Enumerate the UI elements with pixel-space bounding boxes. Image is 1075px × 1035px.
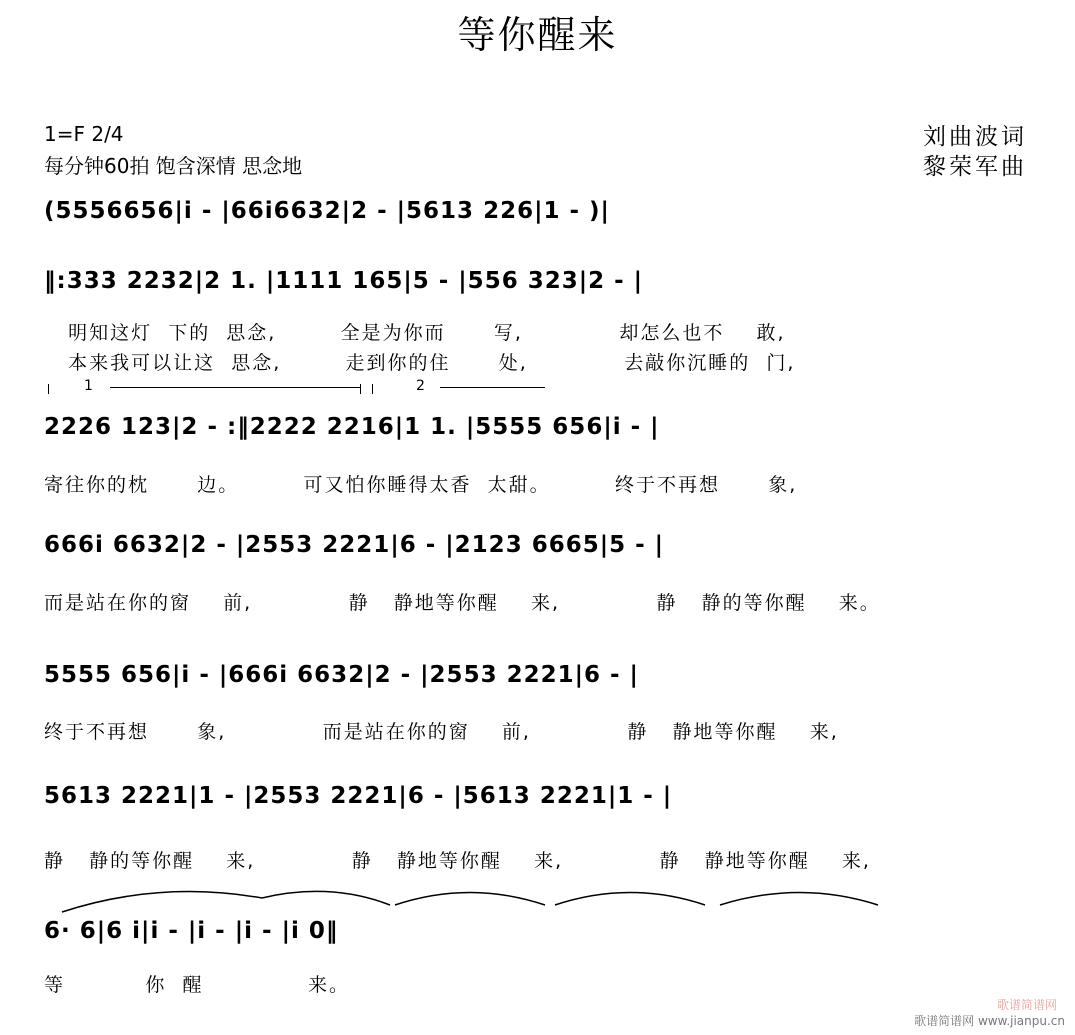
tie-arc-3 (395, 893, 545, 906)
tie-arc-2 (262, 891, 390, 905)
staff-line-7: 6· 6|6 i|i - |i - |i - |i 0‖ (44, 918, 339, 944)
watermark-logo: 歌谱简谱网 (996, 998, 1057, 1012)
tie-arc-5 (720, 893, 878, 906)
staff-line-4: 666i 6632|2 - |2553 2221|6 - |2123 6665|5 - | (44, 532, 665, 558)
staff-line-3: 2226 123|2 - :‖2222 2216|1 1. |5555 656|i - | (44, 414, 660, 440)
lyric-line-6: 静 静的等你醒 来, 静 静地等你醒 来, 静 静地等你醒 来, (44, 850, 871, 872)
tie-arc-4 (555, 893, 705, 906)
volta-2-label: 2 (416, 378, 425, 394)
volta-1-label: 1 (84, 378, 93, 394)
lyric-line-2-verse-2: 本来我可以让这 思念, 走到你的住 处, 去敲你沉睡的 门, (44, 352, 796, 374)
staff-line-2: ‖:333 2232|2 1. |1111 165|5 - |556 323|2 - | (44, 268, 644, 294)
staff-line-1: (5556656|i - |66i6632|2 - |5613 226|1 - )| (44, 198, 610, 224)
tie-arc-1 (62, 892, 262, 912)
lyricist-credit: 刘曲波词 (923, 124, 1027, 150)
lyric-line-5: 终于不再想 象, 而是站在你的窗 前, 静 静地等你醒 来, (44, 721, 839, 743)
staff-line-6: 5613 2221|1 - |2553 2221|6 - |5613 2221|1 - | (44, 783, 673, 809)
lyric-line-2-verse-1: 明知这灯 下的 思念, 全是为你而 写, 却怎么也不 敢, (44, 322, 786, 344)
staff-line-5: 5555 656|i - |666i 6632|2 - |2553 2221|6 - | (44, 662, 639, 688)
song-title: 等你醒来 (457, 13, 618, 57)
key-time-signature: 1=F 2/4 (44, 122, 124, 146)
tempo-expression: 每分钟60拍 饱含深情 思念地 (44, 154, 303, 178)
lyric-line-4: 而是站在你的窗 前, 静 静地等你醒 来, 静 静的等你醒 来。 (44, 592, 881, 614)
lyric-line-3: 寄往你的枕 边。 可又怕你睡得太香 太甜。 终于不再想 象, (44, 474, 798, 496)
composer-credit: 黎荣军曲 (923, 154, 1027, 180)
lyric-line-7: 等 你 醒 来。 (44, 974, 350, 996)
watermark: 歌谱简谱网 www.jianpu.cn (914, 1014, 1065, 1028)
